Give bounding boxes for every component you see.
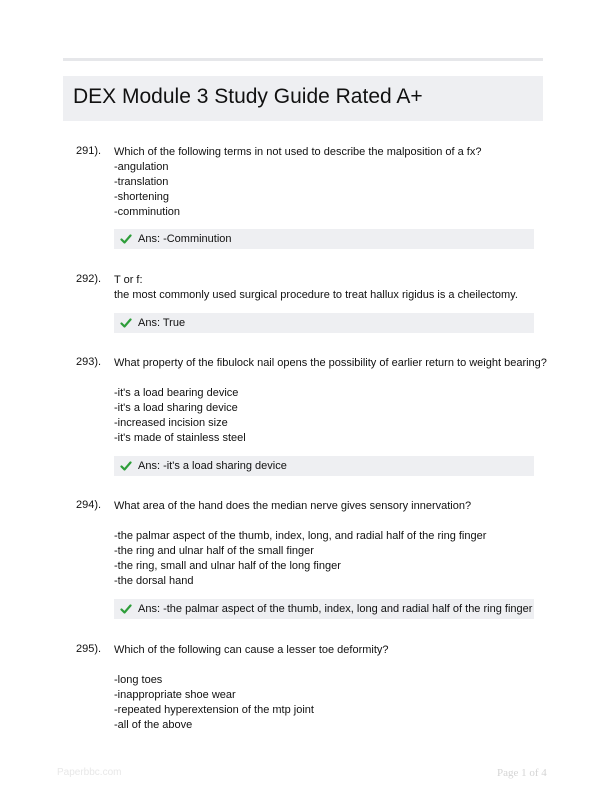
page-indicator: Page 1 of 4 <box>497 767 547 779</box>
option-line: -the ring, small and ulnar half of the long finger <box>114 560 341 572</box>
question-number: 291). <box>76 145 102 157</box>
title-bar <box>63 76 543 121</box>
check-icon <box>120 233 132 245</box>
question-body <box>114 356 547 446</box>
answer-box <box>114 456 534 476</box>
answer-text: Ans: -Comminution <box>138 233 232 245</box>
question-text: What property of the fibulock nail opens the possibility of earlier return to weight bearing? <box>114 357 547 369</box>
option-line: -it's made of stainless steel <box>114 432 246 444</box>
option-line: -the palmar aspect of the thumb, index, long, and radial half of the ring finger <box>114 530 487 542</box>
option-line: -the dorsal hand <box>114 575 194 587</box>
question-number: 294). <box>76 499 102 511</box>
option-line: -all of the above <box>114 719 193 731</box>
answer-text: Ans: -the palmar aspect of the thumb, index, long and radial half of the ring finger <box>138 603 533 615</box>
option-line: -translation <box>114 176 169 188</box>
blank-line <box>114 514 544 529</box>
blank-line <box>114 371 544 386</box>
option-line: -the ring and ulnar half of the small finger <box>114 545 314 557</box>
answer-box <box>114 599 534 619</box>
question-text: Which of the following can cause a lesser toe deformity? <box>114 644 389 656</box>
answer-box <box>114 313 534 333</box>
option-line: -long toes <box>114 674 163 686</box>
question-body <box>114 499 544 589</box>
document-title: DEX Module 3 Study Guide Rated A+ <box>73 85 423 108</box>
option-line: -shortening <box>114 191 170 203</box>
question-text: What area of the hand does the median nerve gives sensory innervation? <box>114 500 472 512</box>
blank-line <box>114 658 544 673</box>
option-line: -comminution <box>114 206 181 218</box>
answer-text: Ans: True <box>138 317 186 329</box>
answer-box <box>114 229 534 249</box>
question-body <box>114 643 544 733</box>
watermark-text: Paperbbc.com <box>57 767 122 778</box>
question-text: the most commonly used surgical procedure to treat hallux rigidus is a cheilectomy. <box>114 289 518 301</box>
option-line: -repeated hyperextension of the mtp joint <box>114 704 314 716</box>
option-line: -it's a load sharing device <box>114 402 238 414</box>
question-number: 293). <box>76 356 102 368</box>
question-text: Which of the following terms in not used to describe the malposition of a fx? <box>114 146 482 158</box>
question-body <box>114 145 544 220</box>
option-line: -it's a load bearing device <box>114 387 239 399</box>
top-rule <box>63 58 543 61</box>
check-icon <box>120 603 132 615</box>
check-icon <box>120 460 132 472</box>
question-number: 292). <box>76 273 102 285</box>
option-line: -increased incision size <box>114 417 228 429</box>
question-body <box>114 273 544 303</box>
check-icon <box>120 317 132 329</box>
question-text: T or f: <box>114 274 143 286</box>
answer-text: Ans: -it's a load sharing device <box>138 460 287 472</box>
option-line: -angulation <box>114 161 169 173</box>
question-number: 295). <box>76 643 102 655</box>
option-line: -inappropriate shoe wear <box>114 689 236 701</box>
